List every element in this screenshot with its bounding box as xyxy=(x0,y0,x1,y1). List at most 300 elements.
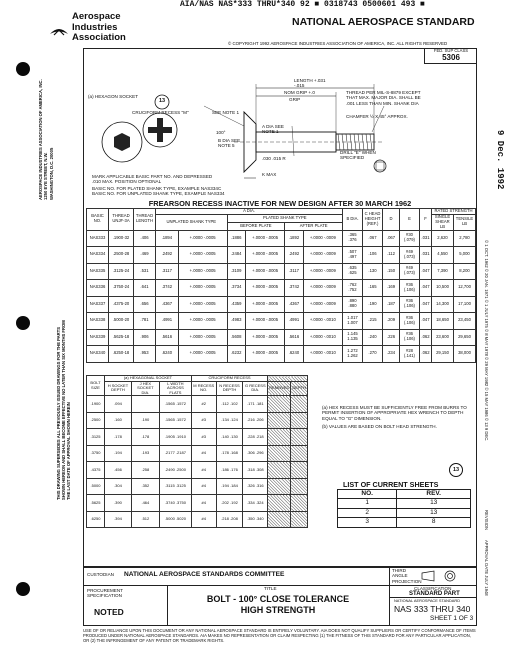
secondary-table-cell: .306 .296 xyxy=(243,445,268,462)
primary-table-cell: .6232 xyxy=(227,346,245,363)
secondary-recess-table xyxy=(86,375,308,528)
secondary-table-cell: .334 .324 xyxy=(243,495,268,512)
primary-table-cell: .4983 xyxy=(227,313,245,330)
secondary-table-cell: .350 .340 xyxy=(243,511,268,528)
secondary-table-cell: .2177 .2187 xyxy=(159,445,191,462)
sh-j: J HEX SOCKET DIA. xyxy=(131,381,159,396)
secondary-table-row xyxy=(87,495,308,512)
sh-cruciform: CRUCIFORM RECESS xyxy=(191,376,267,382)
primary-table-row xyxy=(87,346,476,363)
third-angle-symbol xyxy=(420,570,470,582)
primary-table-row xyxy=(87,230,476,247)
primary-table-cell: .890 .880 xyxy=(343,296,363,313)
primary-table-row xyxy=(87,263,476,280)
side-address xyxy=(38,20,54,200)
primary-table-cell: .047 xyxy=(420,280,432,297)
secondary-table-cell: .326 .316 xyxy=(243,478,268,495)
secondary-table-cell: .1900 xyxy=(87,396,105,413)
sh-n: N RECESS DEPTH xyxy=(216,381,243,396)
note-drill: DRILL "E" WHEN SPECIFIED xyxy=(340,150,376,161)
secondary-table-cell: .5000 xyxy=(87,478,105,495)
primary-table-cell: 8,200 xyxy=(454,263,476,280)
primary-table-cell: .1892 xyxy=(285,230,303,247)
primary-table-cell: .4375-20 xyxy=(109,296,134,313)
primary-table-cell: .130 xyxy=(363,263,383,280)
primary-table-cell: NAS337 xyxy=(87,296,109,313)
primary-table-cell: .047 xyxy=(420,296,432,313)
secondary-table-cell xyxy=(131,396,159,413)
secondary-table-cell xyxy=(291,478,308,495)
secondary-table-cell xyxy=(268,396,291,413)
note-example-2: BASIC NO. FOR UNPLATED SHANK TYPE, EXAMPLE NAS334 xyxy=(92,191,225,196)
primary-table-cell: .4991 xyxy=(285,313,303,330)
primary-table-cell: +.0000 -.0009 xyxy=(303,296,342,313)
secondary-table-cell: .5000 .5020 xyxy=(159,511,191,528)
primary-table-cell: +.0000 -.0005 xyxy=(245,313,284,330)
secondary-table-cell: .1565 .1572 xyxy=(159,412,191,429)
secondary-table-cell: #3 xyxy=(191,412,216,429)
secondary-table-cell xyxy=(291,445,308,462)
secondary-table-cell: .194 .184 xyxy=(216,478,243,495)
fed-sup-class-label: FED. SUP CLASS xyxy=(433,48,469,53)
side-address-line-1: AEROSPACE INDUSTRIES ASSOCIATION OF AMERICA, INC. xyxy=(38,79,43,200)
secondary-table-cell: .171 .181 xyxy=(243,396,268,413)
primary-table-cell: +.0000 -.0005 xyxy=(178,346,227,363)
side-address-line-3: WASHINGTON, D.C. 20005 xyxy=(48,147,54,200)
ph-rated: RATED STRENGTH xyxy=(432,209,476,215)
cs-row: 2 13 xyxy=(338,508,471,517)
ph-unplated: UNPLATED SHANK TYPE xyxy=(156,214,228,230)
secondary-table-cell xyxy=(268,511,291,528)
primary-table-cell: +.0000 -.0005 xyxy=(245,230,284,247)
secondary-table-cell: .3125 xyxy=(87,429,105,446)
primary-table-cell: +.0000 -.0009 xyxy=(303,230,342,247)
punch-hole-middle xyxy=(16,316,30,330)
sh-hex: (a) HEXAGONAL SOCKET xyxy=(105,376,192,382)
note-k-max: K MAX xyxy=(262,172,277,177)
primary-table-cell: .531 xyxy=(134,263,156,280)
primary-table-cell: 7,390 xyxy=(432,263,454,280)
primary-table-cell: .5608 xyxy=(227,329,245,346)
primary-table-cell: .3117 xyxy=(156,263,179,280)
drawing-rev-badge: 13 xyxy=(158,98,166,104)
primary-table-cell: #36 (.106) xyxy=(400,296,420,313)
secondary-table-cell: #4 xyxy=(191,462,216,479)
primary-table-cell: NAS333 xyxy=(87,230,109,247)
cs-no-header: NO. xyxy=(338,490,397,499)
primary-table-cell: .4367 xyxy=(156,296,179,313)
primary-table-cell: +.0000 -.0005 xyxy=(178,263,227,280)
primary-table-cell: 29,150 xyxy=(432,346,454,363)
primary-table-cell: 2,620 xyxy=(432,230,454,247)
primary-table-cell: .6250-18 xyxy=(109,346,134,363)
secondary-table-cell xyxy=(291,396,308,413)
secondary-table-cell xyxy=(268,429,291,446)
secondary-table-cell: .178 xyxy=(131,429,159,446)
secondary-table-cell: .202 .192 xyxy=(216,495,243,512)
primary-table-cell: .209 xyxy=(383,313,400,330)
ph-shear: SINGLE SHEAR LB xyxy=(432,214,454,230)
sh-m: M RECESS NO. xyxy=(191,381,216,396)
title-block xyxy=(83,566,477,626)
side-approval: APPROVAL DATE JULY 1948 xyxy=(484,540,489,596)
primary-table-cell: 10,500 xyxy=(432,280,454,297)
secondary-table-cell xyxy=(268,412,291,429)
bolt-drawing xyxy=(84,66,424,198)
primary-table-cell: .1894 xyxy=(156,230,179,247)
primary-table-cell: NAS340 xyxy=(87,346,109,363)
primary-table-cell: 17,100 xyxy=(454,296,476,313)
doc-title: NATIONAL AEROSPACE STANDARD xyxy=(292,16,475,28)
note-hex-socket: (a) HEXAGON SOCKET xyxy=(88,94,139,99)
primary-table-cell: .190 xyxy=(363,296,383,313)
primary-table-cell: 23,450 xyxy=(454,313,476,330)
primary-table-cell: .1886 xyxy=(227,230,245,247)
secondary-table-cell xyxy=(268,445,291,462)
secondary-table-cell: .178 xyxy=(105,429,132,446)
title-line-2: HIGH STRENGTH xyxy=(240,605,316,615)
primary-table-cell: .3742 xyxy=(285,280,303,297)
note-a-dia: A DIA SEE NOTE 1 xyxy=(262,124,284,135)
secondary-table-cell xyxy=(291,429,308,446)
primary-table-cell: .067 xyxy=(363,230,383,247)
primary-table-cell: .5616 xyxy=(285,329,303,346)
primary-table-cell: .270 xyxy=(363,346,383,363)
primary-table-row xyxy=(87,296,476,313)
primary-table-cell: .031 xyxy=(420,230,432,247)
ph-basic: BASIC NO. xyxy=(87,209,109,231)
secondary-table-cell: .318 .308 xyxy=(243,462,268,479)
secondary-table-cell: .190 xyxy=(131,412,159,429)
primary-table-cell: .762 .752 xyxy=(343,280,363,297)
secondary-table-cell: .390 xyxy=(105,495,132,512)
primary-table-cell: #36 (.106) xyxy=(400,280,420,297)
secondary-table-cell: .140 .130 xyxy=(216,429,243,446)
logo-line-2: Industries xyxy=(72,21,118,33)
secondary-table-cell: .218 .208 xyxy=(216,511,243,528)
primary-table-cell: +.0000 -.0005 xyxy=(245,280,284,297)
primary-table-cell: 2,780 xyxy=(454,230,476,247)
primary-table-cell: .062 xyxy=(420,346,432,363)
secondary-table-cell: .394 xyxy=(105,511,132,528)
note-example-1: BASIC NO. FOR PLATED SHANK TYPE, EXAMPLE NAS334C xyxy=(92,186,222,191)
secondary-table-cell: .193 xyxy=(131,445,159,462)
primary-table-cell: #30 (.079) xyxy=(400,230,420,247)
primary-table-cell: .2484 xyxy=(227,247,245,264)
primary-table-cell: 38,000 xyxy=(454,346,476,363)
side-stamp: 9 Dec. 1992 xyxy=(495,130,505,190)
primary-table-cell: .641 xyxy=(134,280,156,297)
primary-table-cell: 1.017 1.007 xyxy=(343,313,363,330)
primary-table-cell: +.0000 -.0009 xyxy=(303,280,342,297)
secondary-table-cell xyxy=(291,511,308,528)
primary-table-cell: .169 xyxy=(383,280,400,297)
punch-hole-top xyxy=(16,62,30,76)
primary-table-cell: 4,550 xyxy=(432,247,454,264)
secondary-table-cell: #4 xyxy=(191,511,216,528)
primary-table-cell: +.0000 -.0005 xyxy=(245,346,284,363)
primary-table-cell: .6240 xyxy=(156,346,179,363)
secondary-table-cell: .3115 .3125 xyxy=(159,478,191,495)
punch-hole-bottom xyxy=(16,582,30,596)
secondary-table-cell: .216 .206 xyxy=(243,412,268,429)
primary-table-cell: .226 xyxy=(383,329,400,346)
secondary-table-cell: .228 .218 xyxy=(243,429,268,446)
primary-table-cell: +.0000 -.0005 xyxy=(245,263,284,280)
ph-c: C HEAD HEIGHT (REF.) xyxy=(363,209,383,231)
primary-table-cell: +.0000 -.0009 xyxy=(303,247,342,264)
cs-rev-header: REV. xyxy=(397,490,471,499)
aia-logo xyxy=(46,12,138,50)
logo-line-3: Association xyxy=(72,32,126,43)
primary-table-cell: .3734 xyxy=(227,280,245,297)
cs-row: 3 8 xyxy=(338,518,471,527)
secondary-table-cell: #4 xyxy=(191,495,216,512)
sh-depth: DEPTH xyxy=(291,381,308,396)
primary-table-cell: .2492 xyxy=(285,247,303,264)
left-disclaimer: THIS DRAWING SUPERSEDES ALL PREVIOUSLY ISSUED DRAWINGS FOR THE PARTS SHOWN HEREON AND SHALL BECOME EFFECTIVE NO LATER THAN SIX MONTHS FROM THE LAST DATE OF APPROVAL SHOWN HEREIN xyxy=(56,320,71,500)
secondary-table-cell: .160 xyxy=(105,412,132,429)
fed-sup-class-box xyxy=(424,48,477,64)
primary-table-cell: NAS338 xyxy=(87,313,109,330)
primary-table-cell: +.0000 -.0005 xyxy=(178,296,227,313)
note-mark: MARK APPLICABLE BASIC PART NO. AND DEPRESSED .010 MAX. POSITION OPTIONAL xyxy=(92,174,213,185)
nas-label: NATIONAL AEROSPACE STANDARD xyxy=(394,598,461,603)
primary-table-cell: NAS334 xyxy=(87,247,109,264)
primary-table-cell: .953 xyxy=(134,346,156,363)
ph-f: F xyxy=(420,209,432,231)
primary-table-row xyxy=(87,247,476,264)
primary-table-cell: +.0000 -.0010 xyxy=(303,346,342,363)
note-nom-grip: NOM GRIP +.0 xyxy=(284,90,315,95)
primary-table-cell: +.0000 -.0005 xyxy=(178,280,227,297)
ph-a-dia: A DIA. xyxy=(156,209,343,215)
secondary-table-cell xyxy=(268,495,291,512)
secondary-table-cell: #4 xyxy=(191,445,216,462)
secondary-table-cell xyxy=(291,495,308,512)
secondary-table-cell: .258 xyxy=(131,462,159,479)
sheet-rev-badge: 13 xyxy=(449,463,463,477)
primary-table-row xyxy=(87,329,476,346)
secondary-table-cell: #2 xyxy=(191,396,216,413)
primary-table-cell: +.0000 -.0005 xyxy=(245,329,284,346)
footnote-a: (a) HEX RECESS MUST BE SUFFICIENTLY FREE FROM BURRS TO PERMIT INSERTION OF APPROPRIATE HEX WRENCH TO DEPTH EQUAL TO "G" DIMENSION. xyxy=(322,405,467,421)
primary-table-cell: 5,000 xyxy=(454,247,476,264)
secondary-table-cell: .2500 xyxy=(87,412,105,429)
secondary-table-row xyxy=(87,412,308,429)
primary-table-cell: 12,700 xyxy=(454,280,476,297)
primary-table-cell: .781 xyxy=(134,313,156,330)
primary-table-cell: .150 xyxy=(383,263,400,280)
footnote-b: (b) VALUES ARE BASED ON BOLT HEAD STRENGTH. xyxy=(322,424,437,429)
secondary-table-cell: .134 .124 xyxy=(216,412,243,429)
primary-table-cell: #49 (.073) xyxy=(400,247,420,264)
primary-table-cell: .047 xyxy=(420,313,432,330)
copyright-line: © COPYRIGHT 1992 AEROSPACE INDUSTRIES ASSOCIATION OF AMERICA, INC. ALL RIGHTS RESERVED xyxy=(228,41,448,46)
primary-table-cell: .234 xyxy=(383,346,400,363)
custodian-label: CUSTODIAN xyxy=(87,572,114,577)
fax-header: AIA/NAS NAS*333 THRU*340 92 ■ 0318743 0500601 493 ■ xyxy=(180,0,425,9)
primary-table-cell: 18,650 xyxy=(432,313,454,330)
secondary-table-cell: .1905 .1910 xyxy=(159,429,191,446)
primary-table-cell: .3750-24 xyxy=(109,280,134,297)
title-label: TITLE xyxy=(264,586,277,591)
primary-table-cell: #36 (.106) xyxy=(400,329,420,346)
primary-table-cell: 1.145 1.135 xyxy=(343,329,363,346)
secondary-table-cell: .2490 .2500 xyxy=(159,462,191,479)
primary-table-cell: .106 xyxy=(363,247,383,264)
procurement-label: PROCUREMENT SPECIFICATION xyxy=(87,588,123,599)
primary-table-cell: .6240 xyxy=(285,346,303,363)
primary-table-cell: .187 xyxy=(383,296,400,313)
secondary-table-cell: .3750 xyxy=(87,445,105,462)
sh-bolt-size: BOLT SIZE xyxy=(87,376,105,396)
logo-line-1: Aerospace xyxy=(72,11,121,22)
secondary-table-cell: .1565 .1572 xyxy=(159,396,191,413)
primary-table-cell: +.0000 -.0010 xyxy=(303,313,342,330)
primary-table-cell: .047 xyxy=(420,263,432,280)
secondary-table-cell: .194 xyxy=(105,445,132,462)
secondary-table-cell xyxy=(268,462,291,479)
primary-table-cell: .2492 xyxy=(156,247,179,264)
primary-table-cell: +.0000 -.0010 xyxy=(303,329,342,346)
primary-table-row xyxy=(87,313,476,330)
ph-plated: PLATED SHANK TYPE xyxy=(227,214,342,222)
secondary-table-cell: .512 xyxy=(131,511,159,528)
primary-table-cell: .062 xyxy=(420,329,432,346)
sh-removed: REMOVED xyxy=(268,381,291,396)
primary-table-row xyxy=(87,280,476,297)
primary-table-cell: .635 .625 xyxy=(343,263,363,280)
note-length: LENGTH +.031 -.015 xyxy=(294,78,326,89)
secondary-table-cell: .094 xyxy=(105,396,132,413)
primary-table-cell: .2500-28 xyxy=(109,247,134,264)
sh-h: H SOCKET DEPTH xyxy=(105,381,132,396)
primary-table-cell: .112 xyxy=(383,247,400,264)
note-thread: THREAD PER MIL-S-8879 EXCEPT THAT MAX. MAJOR DIA. SHALL BE .001 LESS THAN MIN. SHANK DIA xyxy=(346,90,421,106)
primary-table-cell: #28 (.141) xyxy=(400,346,420,363)
ph-e: E xyxy=(400,209,420,231)
procurement-value: NOTED xyxy=(94,607,124,617)
ph-b-dia: B DIA. xyxy=(343,209,363,231)
note-b-dia: B DIA SEE NOTE 5 xyxy=(218,138,241,149)
note-dims: .030 .015 R xyxy=(262,156,286,161)
primary-table-cell: .656 xyxy=(134,296,156,313)
side-revision-label: REVISION xyxy=(484,510,489,531)
secondary-table-cell: .6250 xyxy=(87,511,105,528)
primary-table-cell: .906 xyxy=(134,329,156,346)
secondary-table-cell: .5625 xyxy=(87,495,105,512)
primary-dimensions-table xyxy=(86,208,476,363)
third-angle-label: THIRD ANGLE PROJECTION xyxy=(392,568,422,584)
primary-table-cell: #49 (.073) xyxy=(400,263,420,280)
note-cruciform: CRUCIFORM RECESS "M" xyxy=(132,110,189,115)
primary-table-cell: .3117 xyxy=(285,263,303,280)
footer-disclaimer: USE OF OR RELIANCE UPON THIS DOCUMENT OR ANY NATIONAL AEROSPACE STANDARD IS ENTIRELY VOLUNTARY. AIA DOES NOT QUALIFY SUPPLIERS OR CERTIFY CONFORMANCE OF ITEMS PRODUCED UNDER NATIONAL AEROSPACE STANDARDS. AIA MAKES NO REPRESENTATION OR CLAIM RESPECTING (1) THE FITNESS OF THIS STANDARD FOR ANY PARTICULAR APPLICATION, OR (2) THE INFRINGEMENT OF ANY PATENT OR TRADEMARK RIGHTS. xyxy=(83,628,476,643)
ph-tensile: TENSILE LB xyxy=(454,214,476,230)
primary-table-cell: .5625-18 xyxy=(109,329,134,346)
sheet-number: SHEET 1 OF 3 xyxy=(430,615,474,622)
side-address-line-2: 1250 EYE STREET, N.W. xyxy=(43,152,49,200)
primary-table-cell: .5616 xyxy=(156,329,179,346)
primary-table-cell: +.0000 -.0005 xyxy=(178,247,227,264)
primary-table-cell: .365 .376 xyxy=(343,230,363,247)
secondary-table-cell: .112 .102 xyxy=(216,396,243,413)
primary-table-cell: NAS339 xyxy=(87,329,109,346)
primary-table-cell: .031 xyxy=(420,247,432,264)
secondary-table-row xyxy=(87,462,308,479)
classification-label: CLASSIFICATION xyxy=(414,586,452,591)
secondary-table-cell: .3740 .3750 xyxy=(159,495,191,512)
primary-table-cell: .3125-24 xyxy=(109,263,134,280)
secondary-table-cell: #4 xyxy=(191,478,216,495)
primary-table-cell: #36 (.106) xyxy=(400,313,420,330)
secondary-table-row xyxy=(87,429,308,446)
secondary-table-cell: .178 .168 xyxy=(216,445,243,462)
primary-table-cell: +.0000 -.0005 xyxy=(178,313,227,330)
note-grip: GRIP xyxy=(289,97,301,102)
secondary-table-cell xyxy=(291,412,308,429)
primary-table-cell: .4991 xyxy=(156,313,179,330)
classification-value: STANDARD PART xyxy=(409,591,460,597)
primary-table-cell: 23,600 xyxy=(432,329,454,346)
primary-table-cell: .165 xyxy=(363,280,383,297)
primary-table-cell: .215 xyxy=(363,313,383,330)
primary-table-cell: NAS335 xyxy=(87,263,109,280)
primary-table-cell: .4359 xyxy=(227,296,245,313)
secondary-table-row xyxy=(87,511,308,528)
secondary-table-cell: .352 xyxy=(131,478,159,495)
inactive-title: FREARSON RECESS INACTIVE FOR NEW DESIGN AFTER 30 MARCH 1962 xyxy=(148,199,412,208)
ph-before: BEFORE PLATE xyxy=(227,222,285,230)
secondary-table-row xyxy=(87,478,308,495)
cs-row: 1 13 xyxy=(338,499,471,508)
primary-table-cell: 14,300 xyxy=(432,296,454,313)
ph-d: D xyxy=(383,209,400,231)
side-revisions: © 1 OCT. 1962 © 20 JAN. 1971 © 1 JULY 1975 © 8 MAY 1978 © 29 MAY 1982 © 15 MAY 1986 © 13 9 DEC. xyxy=(484,240,489,442)
primary-table-cell: .067 xyxy=(383,230,400,247)
secondary-table-row xyxy=(87,445,308,462)
primary-table-cell: .406 xyxy=(134,230,156,247)
primary-table-cell: +.0000 -.0005 xyxy=(245,247,284,264)
primary-table-cell: .469 xyxy=(134,247,156,264)
primary-table-cell: +.0000 -.0009 xyxy=(303,263,342,280)
primary-table-cell: +.0000 -.0005 xyxy=(245,296,284,313)
secondary-table-row xyxy=(87,396,308,413)
note-chamfer: CHAMFER ½ X 45° APPROX. xyxy=(346,114,408,119)
secondary-table-cell: .456 xyxy=(105,462,132,479)
current-sheets-title: LIST OF CURRENT SHEETS xyxy=(343,480,439,489)
primary-table-cell: +.0000 -.0005 xyxy=(178,329,227,346)
primary-table-cell: .3109 xyxy=(227,263,245,280)
note-angle: 100° xyxy=(216,130,226,135)
secondary-table-cell xyxy=(268,478,291,495)
primary-table-cell: 1.272 1.262 xyxy=(343,346,363,363)
ph-after: AFTER PLATE xyxy=(285,222,343,230)
secondary-table-cell: .464 xyxy=(131,495,159,512)
primary-table-cell: 29,650 xyxy=(454,329,476,346)
custodian-value: NATIONAL AEROSPACE STANDARDS COMMITTEE xyxy=(124,571,285,578)
ph-thread: THREAD UNJF-3A xyxy=(109,209,134,231)
primary-table-cell: .1900-32 xyxy=(109,230,134,247)
secondary-table-cell: #3 xyxy=(191,429,216,446)
sh-g: G RECESS DIA. xyxy=(243,381,268,396)
secondary-table-cell xyxy=(291,462,308,479)
note-see-note: SEE NOTE 1 xyxy=(212,110,240,115)
secondary-table-cell: .4375 xyxy=(87,462,105,479)
nas-number: NAS 333 THRU 340 xyxy=(394,604,471,614)
secondary-table-cell: .304 xyxy=(105,478,132,495)
